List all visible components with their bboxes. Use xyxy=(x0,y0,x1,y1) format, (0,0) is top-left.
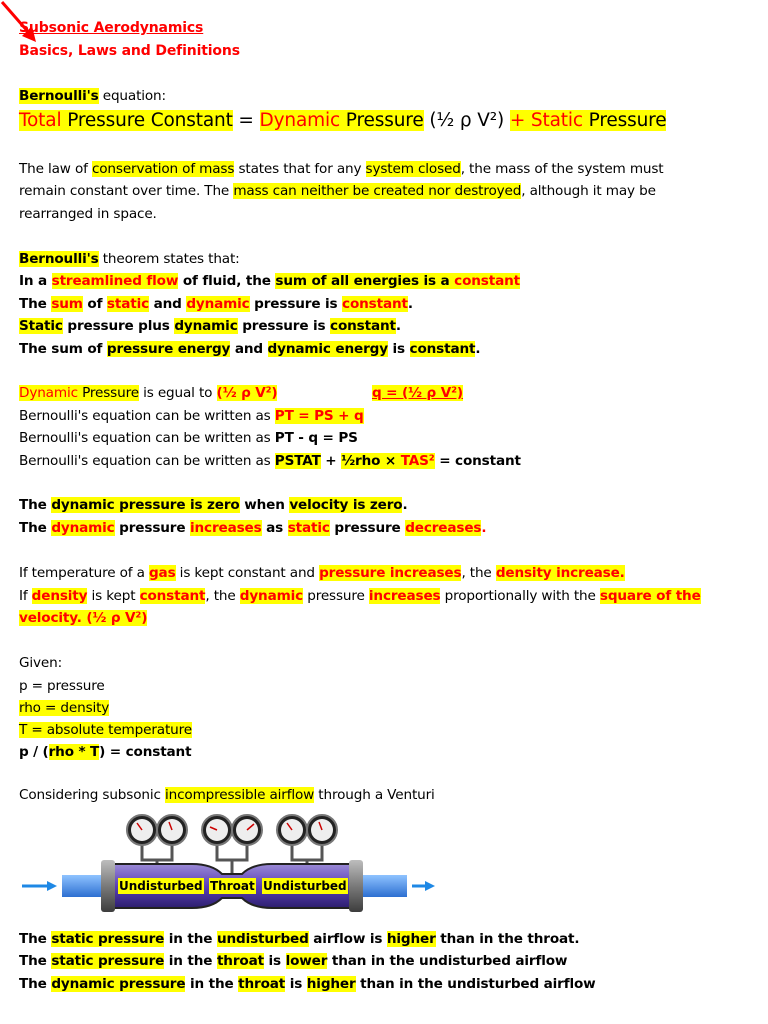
mass-line-3: rearranged in space. xyxy=(19,206,157,222)
doc-subtitle: Basics, Laws and Definitions xyxy=(19,43,240,59)
label-undisturbed-right: Undisturbed xyxy=(263,879,347,893)
dynamic-q-formula: q = (½ ρ V²) xyxy=(372,385,463,401)
pressure-gauges xyxy=(127,815,337,845)
mass-line-1: The law of conservation of mass states that for any system closed, the mass of the system must xyxy=(19,161,664,177)
label-throat: Throat xyxy=(210,879,255,893)
theorem-line-4: The sum of pressure energy and dynamic energy is constant. xyxy=(19,341,481,357)
result-line-2: The static pressure in the throat is lower than in the undisturbed airflow xyxy=(19,953,568,969)
zero-line-2: The dynamic pressure increases as static pressure decreases. xyxy=(19,520,487,536)
theorem-line-2: The sum of static and dynamic pressure is constant. xyxy=(19,296,413,312)
theorem-line-1: In a streamlined flow of fluid, the sum of all energies is a constant xyxy=(19,273,520,289)
doc-title: Subsonic Aerodynamics xyxy=(19,20,204,36)
temp-line-3: velocity. (½ ρ V²) xyxy=(19,610,148,626)
given-label: Given: xyxy=(19,655,63,671)
dynamic-line-1: Dynamic Pressure is egual to (½ ρ V²) xyxy=(19,385,278,401)
dynamic-line-4: Bernoulli's equation can be written as PSTAT + ½rho × TAS² = constant xyxy=(19,453,521,469)
flow-arrow-out xyxy=(412,881,435,891)
equation-line: Total Pressure Constant = Dynamic Pressure (½ ρ V²) + Static Pressure xyxy=(19,110,667,131)
temp-line-1: If temperature of a gas is kept constant and pressure increases, the density increase. xyxy=(19,565,625,581)
tube-cap-left xyxy=(101,860,115,912)
equation-intro: Bernoulli's equation: xyxy=(19,88,166,104)
dynamic-line-3: Bernoulli's equation can be written as PT - q = PS xyxy=(19,430,358,446)
tube-cap-right xyxy=(349,860,363,912)
venturi-diagram xyxy=(17,812,447,922)
given-p: p = pressure xyxy=(19,678,105,694)
theorem-intro: Bernoulli's theorem states that: xyxy=(19,251,240,267)
label-undisturbed-left: Undisturbed xyxy=(119,879,203,893)
temp-line-2: If density is kept constant, the dynamic pressure increases proportionally with the square of the xyxy=(19,588,701,604)
result-line-1: The static pressure in the undisturbed airflow is higher than in the throat. xyxy=(19,931,580,947)
theorem-line-3: Static pressure plus dynamic pressure is constant. xyxy=(19,318,401,334)
dynamic-line-2: Bernoulli's equation can be written as PT = PS + q xyxy=(19,408,364,424)
mass-line-2: remain constant over time. The mass can neither be created nor destroyed, although it may be xyxy=(19,183,656,199)
flow-arrow-in xyxy=(22,881,57,891)
outlet-pipe xyxy=(357,875,407,897)
venturi-intro: Considering subsonic incompressible airflow through a Venturi xyxy=(19,787,435,803)
zero-line-1: The dynamic pressure is zero when velocity is zero. xyxy=(19,497,408,513)
given-formula: p / (rho * T) = constant xyxy=(19,744,192,760)
result-line-3: The dynamic pressure in the throat is higher than in the undisturbed airflow xyxy=(19,976,596,992)
given-rho: rho = density xyxy=(19,700,110,716)
given-T: T = absolute temperature xyxy=(19,722,192,738)
